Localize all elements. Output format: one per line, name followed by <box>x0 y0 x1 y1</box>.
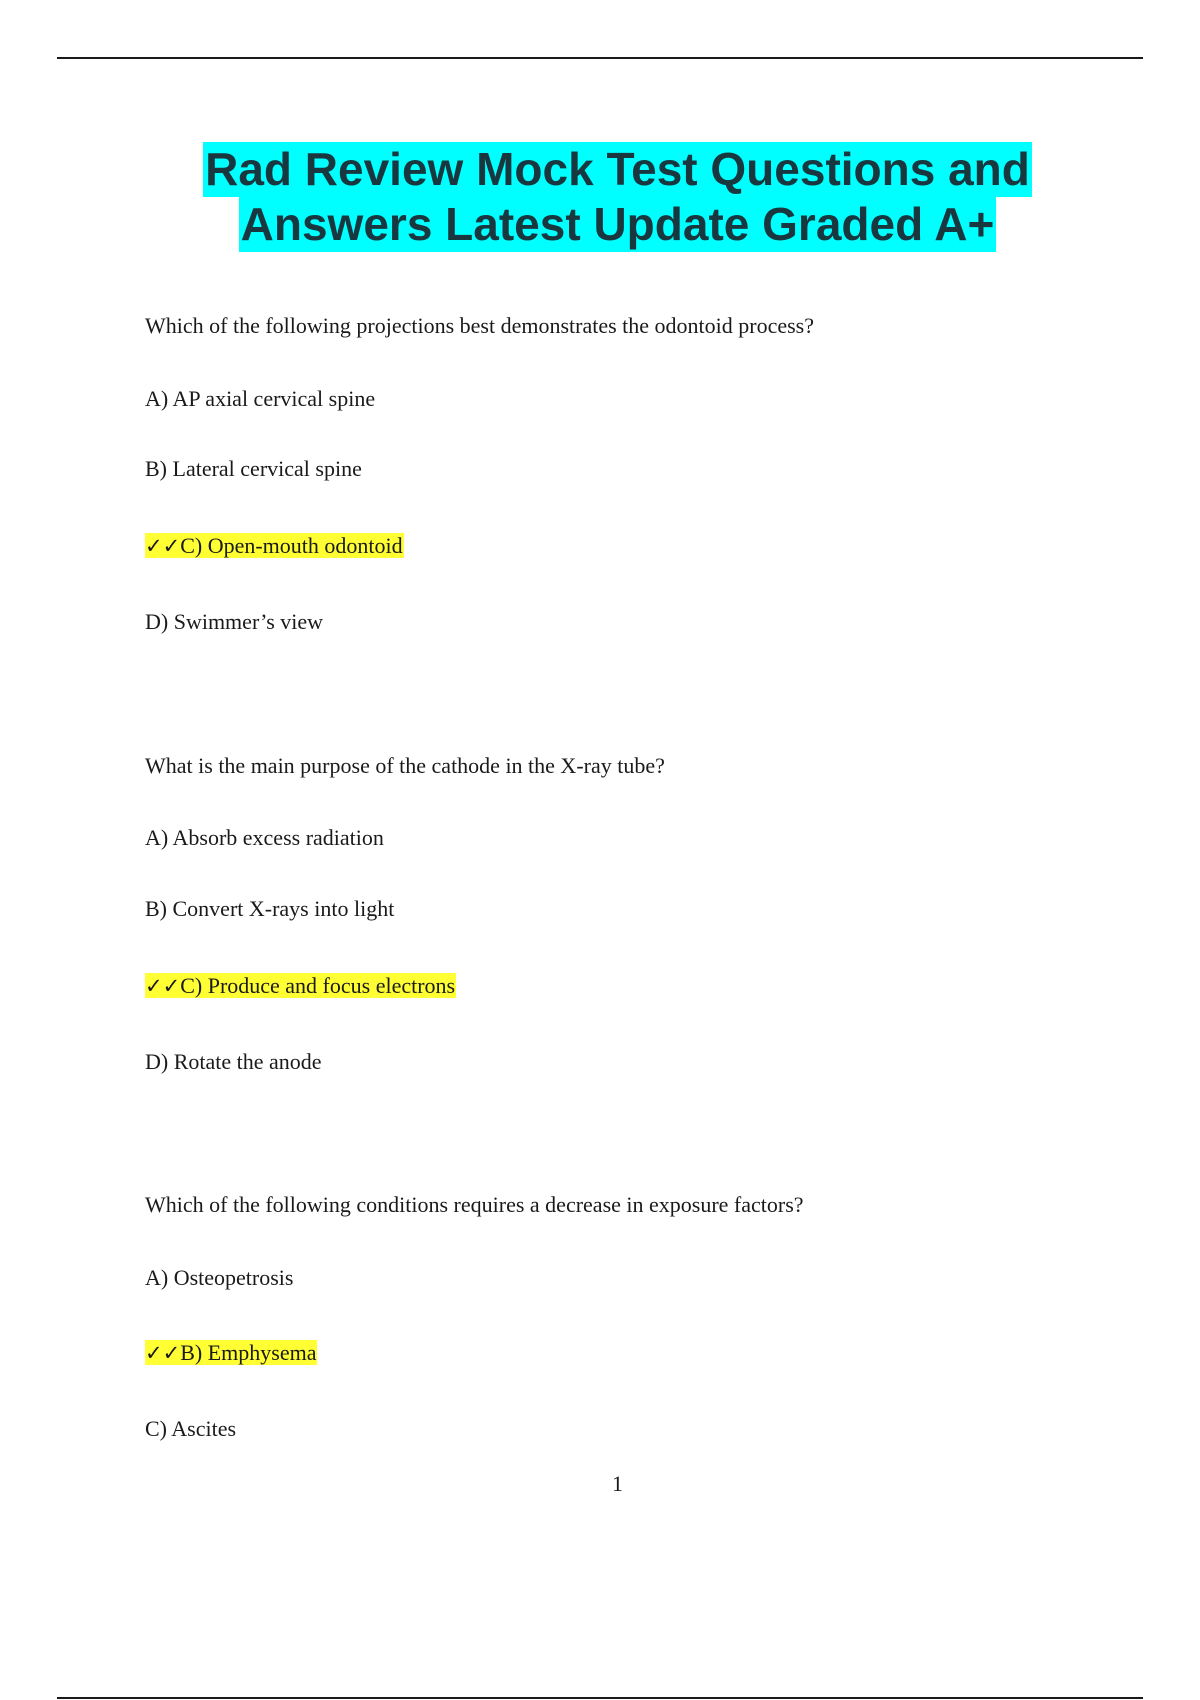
page-number: 1 <box>612 1471 623 1496</box>
answer-option: D) Rotate the anode <box>145 1049 322 1074</box>
answer-option: D) Swimmer’s view <box>145 609 324 634</box>
answer-option: B) Lateral cervical spine <box>145 456 362 481</box>
question-text: Which of the following conditions requires a decrease in exposure factors? <box>145 1192 804 1217</box>
answer-option: B) Convert X-rays into light <box>145 896 395 921</box>
answer-text: C) Produce and focus electrons <box>180 973 456 998</box>
answer-option: A) AP axial cervical spine <box>145 386 376 411</box>
double-check-icon: ✓✓ <box>145 1341 181 1365</box>
correct-answer-option <box>145 1338 317 1368</box>
answer-text: C) Open-mouth odontoid <box>180 533 403 558</box>
correct-answer-highlight <box>145 1340 317 1365</box>
correct-answer-option <box>145 531 404 561</box>
footer-rule <box>57 1697 1143 1699</box>
double-check-icon: ✓✓ <box>145 534 181 558</box>
title-line-2: Answers Latest Update Graded A+ <box>240 198 995 250</box>
question-text: What is the main purpose of the cathode in the X-ray tube? <box>145 753 665 778</box>
document-title <box>0 142 1200 252</box>
title-line-1: Rad Review Mock Test Questions and <box>205 143 1030 195</box>
answer-option: A) Absorb excess radiation <box>145 825 384 850</box>
answer-option: C) Ascites <box>145 1416 237 1441</box>
correct-answer-highlight <box>145 533 404 558</box>
correct-answer-option <box>145 971 456 1001</box>
correct-answer-highlight <box>145 973 456 998</box>
answer-option: A) Osteopetrosis <box>145 1265 294 1290</box>
header-rule <box>57 57 1143 59</box>
double-check-icon: ✓✓ <box>145 974 181 998</box>
question-text: Which of the following projections best demonstrates the odontoid process? <box>145 313 815 338</box>
answer-text: B) Emphysema <box>180 1340 317 1365</box>
